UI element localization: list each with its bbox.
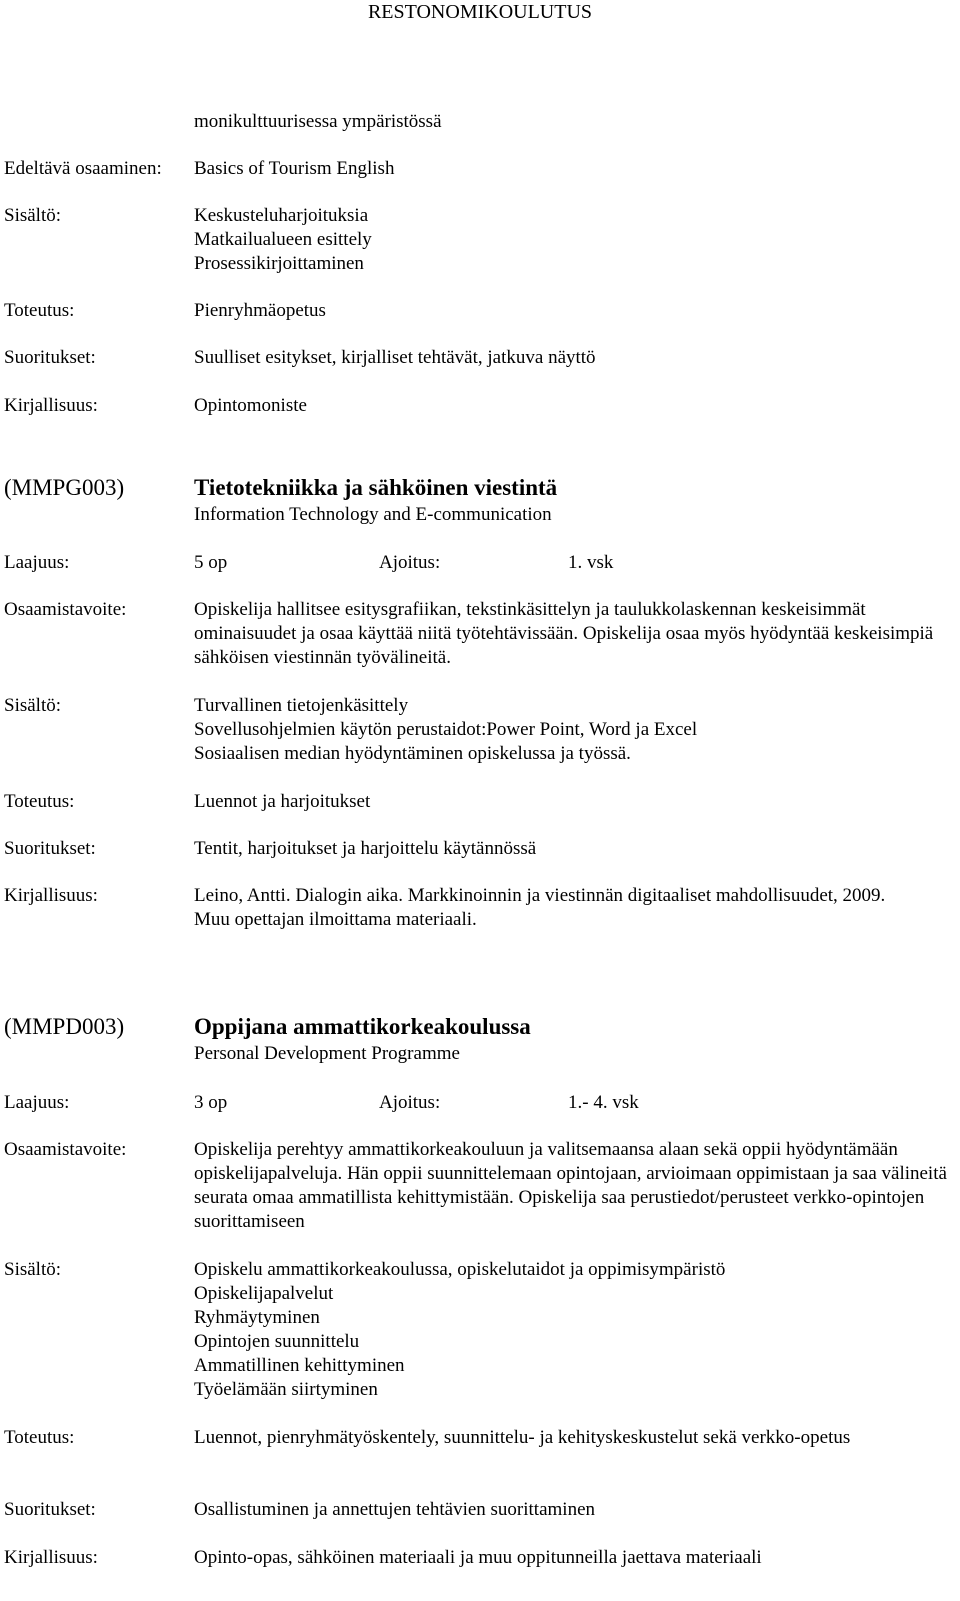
content-item: Ammatillinen kehittyminen [194,1355,405,1376]
course-title: Oppijana ammattikorkeakoulussa [194,1014,531,1039]
content-label: Sisältö: [4,695,62,716]
impl-value: Pienryhmäopetus [194,300,326,321]
goals-text: Opiskelija perehtyy ammattikorkeakouluun ja valitsemaansa alaan sekä oppii hyödyntämään opiskelijapalveluja. Hän oppii suunnittelemaan opintojaan, arvioimaan oppimistaan ja saa välineitä seurata omaa ammatillista kehittymistään. Opiskelija saa perustiedot/perusteet verkko-opintojen suorittamiseen [194,1139,947,1232]
goals-text: Opiskelija hallitsee esitysgrafiikan, tekstinkäsittelyn ja taulukkolaskennan keskeisimmät ominaisuudet ja osaa käyttää niitä työtehtävissään. Opiskelija osaa myös hyödyntää keskeisimpiä sähköisen viestinnän työvälineitä. [194,599,934,668]
impl-value-wrap [194,1426,954,1450]
impl-value: Luennot ja harjoitukset [194,791,371,812]
timing-label: Ajoitus: [379,1092,441,1113]
goals-label: Osaamistavoite: [4,1139,127,1160]
content-label: Sisältö: [4,1259,62,1280]
perf-label: Suoritukset: [4,1499,96,1520]
impl-label: Toteutus: [4,791,75,812]
content-item: Sosiaalisen median hyödyntäminen opiskelussa ja työssä. [194,743,631,764]
perf-label: Suoritukset: [4,838,96,859]
scope-label: Laajuus: [4,1092,70,1113]
content-label: Sisältö: [4,205,62,226]
course1-heading [4,474,954,532]
goals-value [194,1138,954,1234]
scope-value: 3 op [194,1092,228,1113]
lit-item: Leino, Antti. Dialogin aika. Markkinoinnin ja viestinnän digitaaliset mahdollisuudet, 2009. [194,885,886,906]
content-item: Sovellusohjelmien käytön perustaidot:Power Point, Word ja Excel [194,719,698,740]
scope-label: Laajuus: [4,552,70,573]
timing-value: 1.- 4. vsk [568,1092,639,1113]
content-item: Työelämään siirtyminen [194,1379,378,1400]
scope-value: 5 op [194,552,228,573]
content-item: Keskusteluharjoituksia [194,205,369,226]
lit-label: Kirjallisuus: [4,1547,98,1568]
course-title: Tietotekniikka ja sähköinen viestintä [194,475,558,500]
content-item: Prosessikirjoittaminen [194,253,364,274]
perf-value: Tentit, harjoitukset ja harjoittelu käytännössä [194,838,537,859]
lit-list [194,884,954,932]
prereq-value: Basics of Tourism English [194,158,395,179]
perf-value: Suulliset esitykset, kirjalliset tehtävät, jatkuva näyttö [194,347,596,368]
lit-label: Kirjallisuus: [4,885,98,906]
content-list [194,204,954,276]
timing-value: 1. vsk [568,552,614,573]
course-subtitle: Information Technology and E-communication [194,504,552,525]
content-item: Turvallinen tietojenkäsittely [194,695,409,716]
content-list [194,1258,954,1402]
goals-value [194,598,954,670]
prereq-label: Edeltävä osaaminen: [4,158,162,179]
course-code: (MMPG003) [4,475,125,500]
content-item: Matkailualueen esittely [194,229,372,250]
content-item: Ryhmäytyminen [194,1307,320,1328]
page-header: RESTONOMIKOULUTUS [367,1,593,23]
course2-heading [4,1013,954,1071]
impl-value: Luennot, pienryhmätyöskentely, suunnittelu- ja kehityskeskustelut sekä verkko-opetus [194,1427,851,1448]
impl-label: Toteutus: [4,300,75,321]
lit-label: Kirjallisuus: [4,395,98,416]
course-code: (MMPD003) [4,1014,125,1039]
content-item: Opintojen suunnittelu [194,1331,360,1352]
impl-label: Toteutus: [4,1427,75,1448]
timing-label: Ajoitus: [379,552,441,573]
lit-item: Muu opettajan ilmoittama materiaali. [194,909,477,930]
content-item: Opiskelu ammattikorkeakoulussa, opiskelutaidot ja oppimisympäristö [194,1259,726,1280]
perf-value: Osallistuminen ja annettujen tehtävien suorittaminen [194,1499,596,1520]
content-item: Opiskelijapalvelut [194,1283,334,1304]
lit-value: Opinto-opas, sähköinen materiaali ja muu oppitunneilla jaettava materiaali [194,1547,762,1568]
perf-label: Suoritukset: [4,347,96,368]
goals-label: Osaamistavoite: [4,599,127,620]
content-list [194,694,954,766]
prev-continuation: monikulttuurisessa ympäristössä [194,111,442,132]
course-subtitle: Personal Development Programme [194,1043,460,1064]
lit-value: Opintomoniste [194,395,307,416]
